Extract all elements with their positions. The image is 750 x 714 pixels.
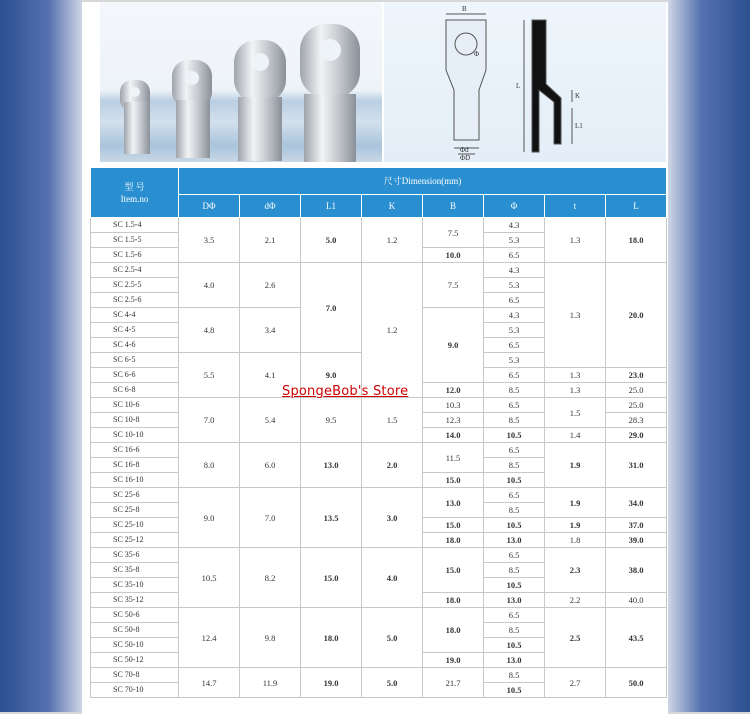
cell-l1: 5.0 — [301, 218, 362, 263]
model-cell: SC 1.5-5 — [91, 233, 179, 248]
table-row — [91, 608, 667, 623]
model-cell: SC 1.5-4 — [91, 218, 179, 233]
model-cell: SC 35-10 — [91, 578, 179, 593]
cell-l: 50.0 — [606, 668, 667, 698]
cell-l: 25.0 — [606, 383, 667, 398]
model-cell: SC 35-12 — [91, 593, 179, 608]
table-row — [91, 548, 667, 563]
cell-phi: 6.5 — [484, 338, 545, 353]
cell-k: 5.0 — [362, 608, 423, 668]
cell-l1: 19.0 — [301, 668, 362, 698]
cell-l1: 18.0 — [301, 608, 362, 668]
cell-phi: 8.5 — [484, 413, 545, 428]
column-header: dΦ — [240, 195, 301, 218]
model-cell: SC 2.5-5 — [91, 278, 179, 293]
table-body — [91, 218, 667, 698]
cell-t: 1.9 — [545, 443, 606, 488]
cell-t: 2.5 — [545, 608, 606, 668]
cell-d: 11.9 — [240, 668, 301, 698]
table-row — [91, 263, 667, 278]
model-cell: SC 6-8 — [91, 383, 179, 398]
model-cell: SC 50-10 — [91, 638, 179, 653]
cell-d: 9.0 — [179, 488, 240, 548]
cell-k: 2.0 — [362, 443, 423, 488]
model-cell: SC 4-6 — [91, 338, 179, 353]
cell-d: 4.0 — [179, 263, 240, 308]
column-header: B — [423, 195, 484, 218]
cell-l1: 9.5 — [301, 398, 362, 443]
column-header: L1 — [301, 195, 362, 218]
cell-b: 10.3 — [423, 398, 484, 413]
item-header-cn: 型 号 — [124, 181, 145, 192]
cell-d: 10.5 — [179, 548, 240, 608]
model-cell: SC 6-6 — [91, 368, 179, 383]
column-header: t — [545, 195, 606, 218]
cell-phi: 10.5 — [484, 428, 545, 443]
cell-b: 14.0 — [423, 428, 484, 443]
cell-phi: 5.3 — [484, 353, 545, 368]
model-cell: SC 25-10 — [91, 518, 179, 533]
cell-d: 12.4 — [179, 608, 240, 668]
cell-d: 4.8 — [179, 308, 240, 353]
model-cell: SC 4-4 — [91, 308, 179, 323]
cell-phi: 6.5 — [484, 443, 545, 458]
model-cell: SC 50-8 — [91, 623, 179, 638]
model-cell: SC 10-6 — [91, 398, 179, 413]
cell-phi: 6.5 — [484, 248, 545, 263]
cell-t: 1.3 — [545, 263, 606, 368]
cell-phi: 6.5 — [484, 608, 545, 623]
cell-k: 4.0 — [362, 548, 423, 608]
cell-b: 12.0 — [423, 383, 484, 398]
cell-phi: 13.0 — [484, 653, 545, 668]
cell-l: 43.5 — [606, 608, 667, 668]
cell-b: 19.0 — [423, 653, 484, 668]
cell-phi: 5.3 — [484, 233, 545, 248]
table-row — [91, 668, 667, 683]
cell-phi: 10.5 — [484, 683, 545, 698]
cell-d: 2.6 — [240, 263, 301, 308]
cell-phi: 4.3 — [484, 263, 545, 278]
cell-k: 1.2 — [362, 218, 423, 263]
cell-b: 9.0 — [423, 308, 484, 383]
model-cell: SC 16-10 — [91, 473, 179, 488]
cell-b: 15.0 — [423, 518, 484, 533]
cell-phi: 10.5 — [484, 518, 545, 533]
model-cell: SC 25-8 — [91, 503, 179, 518]
cell-d: 14.7 — [179, 668, 240, 698]
column-header: L — [606, 195, 667, 218]
cell-d: 8.0 — [179, 443, 240, 488]
cell-l: 34.0 — [606, 488, 667, 518]
cell-phi: 4.3 — [484, 218, 545, 233]
cell-d: 6.0 — [240, 443, 301, 488]
cell-d: 5.4 — [240, 398, 301, 443]
cell-b: 10.0 — [423, 248, 484, 263]
model-cell: SC 70-8 — [91, 668, 179, 683]
model-cell: SC 35-8 — [91, 563, 179, 578]
cell-phi: 13.0 — [484, 593, 545, 608]
cell-phi: 5.3 — [484, 323, 545, 338]
cell-d: 3.5 — [179, 218, 240, 263]
right-frame-bar — [668, 0, 750, 712]
table-row — [91, 443, 667, 458]
cell-t: 2.2 — [545, 593, 606, 608]
product-photo — [100, 2, 382, 162]
model-cell: SC 35-6 — [91, 548, 179, 563]
label-D: ΦD — [460, 154, 471, 162]
cell-b: 12.3 — [423, 413, 484, 428]
cell-l1: 7.0 — [301, 263, 362, 353]
label-d: Φd — [460, 146, 469, 154]
cell-t: 2.3 — [545, 548, 606, 593]
cell-t: 1.9 — [545, 518, 606, 533]
cell-d: 3.4 — [240, 308, 301, 353]
model-cell: SC 50-6 — [91, 608, 179, 623]
cell-phi: 6.5 — [484, 548, 545, 563]
cell-l1: 9.0 — [301, 353, 362, 398]
label-L: L — [516, 82, 521, 90]
table-row — [91, 488, 667, 503]
cell-l1: 15.0 — [301, 548, 362, 608]
cell-b: 18.0 — [423, 533, 484, 548]
cell-k: 1.2 — [362, 263, 423, 398]
lug-small — [120, 80, 150, 154]
cell-l: 37.0 — [606, 518, 667, 533]
cell-b: 13.0 — [423, 488, 484, 518]
cell-l: 25.0 — [606, 398, 667, 413]
left-frame-bar — [0, 0, 82, 712]
cell-d: 7.0 — [179, 398, 240, 443]
cell-l: 29.0 — [606, 428, 667, 443]
cell-phi: 10.5 — [484, 578, 545, 593]
cell-l: 23.0 — [606, 368, 667, 383]
cell-t: 1.3 — [545, 368, 606, 383]
dimension-table-wrap — [90, 167, 667, 698]
label-L1: L1 — [575, 122, 583, 130]
cell-phi: 8.5 — [484, 623, 545, 638]
cell-l: 18.0 — [606, 218, 667, 263]
cell-b: 15.0 — [423, 473, 484, 488]
label-K: K — [575, 92, 581, 100]
cell-t: 2.7 — [545, 668, 606, 698]
cell-t: 1.3 — [545, 218, 606, 263]
model-cell: SC 6-5 — [91, 353, 179, 368]
cell-l1: 13.0 — [301, 443, 362, 488]
lug-xlarge — [300, 24, 360, 162]
cell-t: 1.5 — [545, 398, 606, 428]
cell-d: 2.1 — [240, 218, 301, 263]
cell-phi: 10.5 — [484, 473, 545, 488]
column-header: K — [362, 195, 423, 218]
cell-phi: 6.5 — [484, 368, 545, 383]
cell-d: 7.0 — [240, 488, 301, 548]
cell-phi: 13.0 — [484, 533, 545, 548]
cell-phi: 8.5 — [484, 563, 545, 578]
dimension-table — [90, 167, 667, 698]
model-cell: SC 16-6 — [91, 443, 179, 458]
cell-t: 1.8 — [545, 533, 606, 548]
cell-l: 39.0 — [606, 533, 667, 548]
cell-b: 11.5 — [423, 443, 484, 473]
model-cell: SC 2.5-4 — [91, 263, 179, 278]
cell-l1: 13.5 — [301, 488, 362, 548]
model-cell: SC 16-8 — [91, 458, 179, 473]
cell-b: 15.0 — [423, 548, 484, 593]
item-header — [91, 168, 179, 218]
cell-b: 18.0 — [423, 593, 484, 608]
cell-t: 1.4 — [545, 428, 606, 443]
cell-d: 4.1 — [240, 353, 301, 398]
lug-large — [234, 40, 286, 161]
column-header: DΦ — [179, 195, 240, 218]
cell-k: 5.0 — [362, 668, 423, 698]
cell-l: 40.0 — [606, 593, 667, 608]
model-cell: SC 4-5 — [91, 323, 179, 338]
cell-k: 3.0 — [362, 488, 423, 548]
model-cell: SC 2.5-6 — [91, 293, 179, 308]
cell-l: 31.0 — [606, 443, 667, 488]
cell-phi: 8.5 — [484, 458, 545, 473]
cell-l: 20.0 — [606, 263, 667, 368]
lug-medium — [172, 60, 212, 158]
store-watermark: SpongeBob's Store — [282, 384, 409, 399]
cell-b: 18.0 — [423, 608, 484, 653]
cell-phi: 4.3 — [484, 308, 545, 323]
cell-b: 7.5 — [423, 218, 484, 248]
item-header-en: Item.no — [120, 193, 149, 204]
dimension-header: 尺寸Dimension(mm) — [179, 168, 667, 195]
cell-d: 8.2 — [240, 548, 301, 608]
cell-phi: 6.5 — [484, 293, 545, 308]
cell-b: 7.5 — [423, 263, 484, 308]
cell-phi: 6.5 — [484, 488, 545, 503]
table-row — [91, 398, 667, 413]
cell-d: 5.5 — [179, 353, 240, 398]
cell-b: 21.7 — [423, 668, 484, 698]
cell-l: 38.0 — [606, 548, 667, 593]
cell-phi: 8.5 — [484, 383, 545, 398]
cell-phi: 5.3 — [484, 278, 545, 293]
model-cell: SC 25-6 — [91, 488, 179, 503]
label-B: B — [462, 5, 467, 13]
model-cell: SC 70-10 — [91, 683, 179, 698]
model-cell: SC 25-12 — [91, 533, 179, 548]
cell-k: 1.5 — [362, 398, 423, 443]
label-phi: Φ — [474, 50, 480, 58]
cell-phi: 8.5 — [484, 503, 545, 518]
cell-phi: 6.5 — [484, 398, 545, 413]
cell-d: 9.8 — [240, 608, 301, 668]
model-cell: SC 10-8 — [91, 413, 179, 428]
column-header: Φ — [484, 195, 545, 218]
cell-t: 1.3 — [545, 383, 606, 398]
cell-phi: 10.5 — [484, 638, 545, 653]
model-cell: SC 1.5-6 — [91, 248, 179, 263]
model-cell: SC 50-12 — [91, 653, 179, 668]
dimension-drawing — [384, 2, 666, 162]
cell-l: 28.3 — [606, 413, 667, 428]
cell-t: 1.9 — [545, 488, 606, 518]
table-row — [91, 218, 667, 233]
model-cell: SC 10-10 — [91, 428, 179, 443]
cell-phi: 8.5 — [484, 668, 545, 683]
